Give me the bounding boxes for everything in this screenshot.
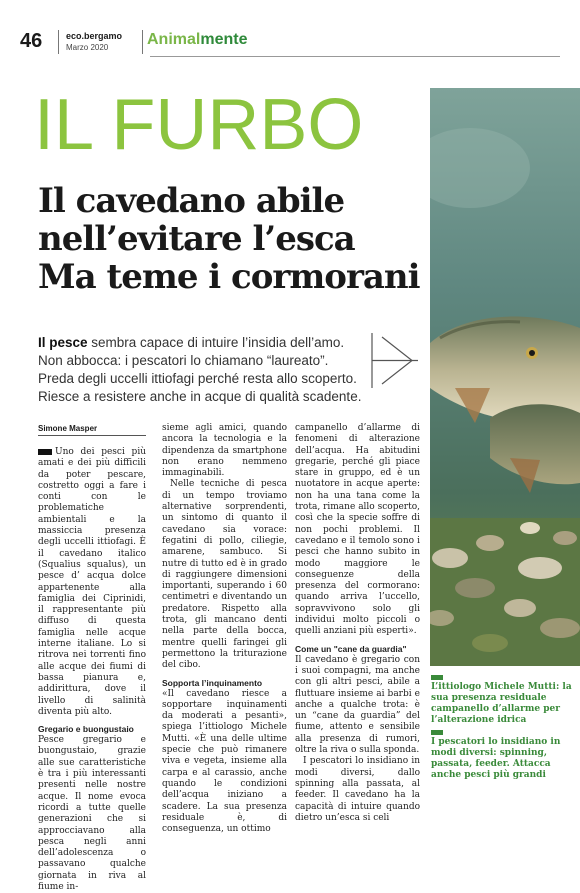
- photo-caption: L’ittiologo Michele Mutti: la sua presenza residuale campanello d’allarme per l’alterazione idrica: [431, 675, 577, 726]
- headline-line: Ma teme i cormorani: [38, 257, 420, 297]
- header-divider: [142, 30, 143, 54]
- summary: Il pesce sembra capace di intuire l’insidia dell’amo. Non abbocca: i pescatori lo chiamano “laureato”. Preda degli uccelli ittiofagi perché resta allo scoperto. Riesce a resistere anche in acque di qualità scadente.: [38, 335, 362, 404]
- subheading: Gregario e buongustaio: [38, 724, 134, 735]
- page-number: 46: [20, 30, 43, 52]
- paragraph: Uno dei pesci più amati e dei più difficili da poter pescare, costretto oggi a fare i conti con le problematiche ambientali e la massiccia presenza degli uccelli ittiofagi. È il cavedano italico (Squalius squalus), un pesce d’ acqua dolce appartenente alla famiglia dei Ciprinidi, il rappresentante più diffuso di questa famiglia nelle acque interne italiane. Lo si ritrova nei torrenti fino alle acque dei fiumi di bassa pianura e, addirittura, dove il livello di salinità diventa più alto.: [38, 447, 146, 717]
- photo-caption: I pescatori lo insidiano in modi diversi: spinning, passata, feeder. Attacca anche pesci più grandi: [431, 730, 577, 781]
- page-header: [0, 0, 580, 54]
- subheading: Sopporta l’inquinamento: [162, 677, 263, 688]
- headline-line: Il cavedano abile: [38, 181, 345, 221]
- header-rule: [150, 56, 560, 57]
- paragraph: I pescatori lo insidiano in modi diversi, dallo spinning alla passata, al feeder. Il cavedano ha la capacità di intuire quando dietro un’esca si celi: [295, 756, 420, 823]
- article-column-1: [38, 447, 146, 893]
- headline: [38, 182, 428, 296]
- arrow-icon: [370, 333, 420, 388]
- byline-rule: [38, 435, 146, 436]
- caption-marker: [431, 675, 443, 680]
- fish-photo: [430, 88, 580, 666]
- brand-name: eco.bergamo: [66, 31, 123, 41]
- article-column-2: [162, 423, 287, 835]
- paragraph: Il cavedano è gregario con i suoi compagni, ma anche con gli altri pesci, abile a fluttuare insieme ai barbi e anche a qualche trota: è un “cane da guardia” del fiume, attento e sensibile alla presenza di rumori, oltre la riva o sulla sponda.: [295, 654, 420, 756]
- section-title: Animalmente: [147, 31, 248, 48]
- paragraph: campanello d’allarme di fenomeni di alterazione dell’acqua. Ha abitudini gregarie, perché gli piace stare in gruppo, ed è un nuotatore in acque aperte: non ha una tana come la trota, rimane allo scoperto, così che la specie soffre di non pochi problemi. Il cavedano e il temolo sono i pesci che hanno subito in modo maggiore le conseguenze della presenza del cormorano: quando arriva l’uccello, sopravvivono solo gli individui molto piccoli o quelli anziani più esperti».: [295, 423, 420, 637]
- paragraph: «Il cavedano riesce a sopportare inquinamenti da moderati a pesanti», spiega l’ittiologo Michele Mutti. «È una delle ultime specie che può rimanere viva e vegeta, insieme alla carpa e al carassio, anche quando le condizioni dell’acqua iniziano a scadere. La sua presenza residuale è, di conseguenza, un ottimo: [162, 688, 287, 835]
- article-column-3: [295, 423, 420, 824]
- lead-marker: [38, 449, 52, 455]
- issue-month: Marzo 2020: [66, 43, 109, 52]
- headline-line: nell’evitare l’esca: [38, 219, 355, 259]
- paragraph: Pesce gregario e buongustaio, grazie alle sue caratteristiche è tra i più interessanti presenti nelle nostre acque. Il nome evoca ricordi a tutte quelle generazioni che si approcciavano alla pesca negli anni dell’adolescenza o passavano qualche giornata in riva al fiume in-: [38, 735, 146, 892]
- paragraph: sieme agli amici, quando ancora la tecnologia e la dipendenza da smartphone non erano nemmeno immaginabili.: [162, 423, 287, 479]
- header-divider: [58, 30, 59, 54]
- subheading: Come un "cane da guardia": [295, 643, 407, 654]
- paragraph: Nelle tecniche di pesca di un tempo troviamo alternative sorprendenti, un sintomo di quanto il cavedano sia vorace: fegatini di pollo, ciliegie, amarene, sambuco. Si nutre di tutto ed è in grado di raggiungere dimensioni importanti, superando i 60 centimetri e diventando un predatore. Rispetto alla trota, gli mancano denti nella parte della bocca, mentre quelli faringei gli permettono la triturazione del cibo.: [162, 479, 287, 671]
- byline: Simone Masper: [38, 424, 98, 433]
- kicker: IL FURBO: [34, 85, 364, 165]
- caption-marker: [431, 730, 443, 735]
